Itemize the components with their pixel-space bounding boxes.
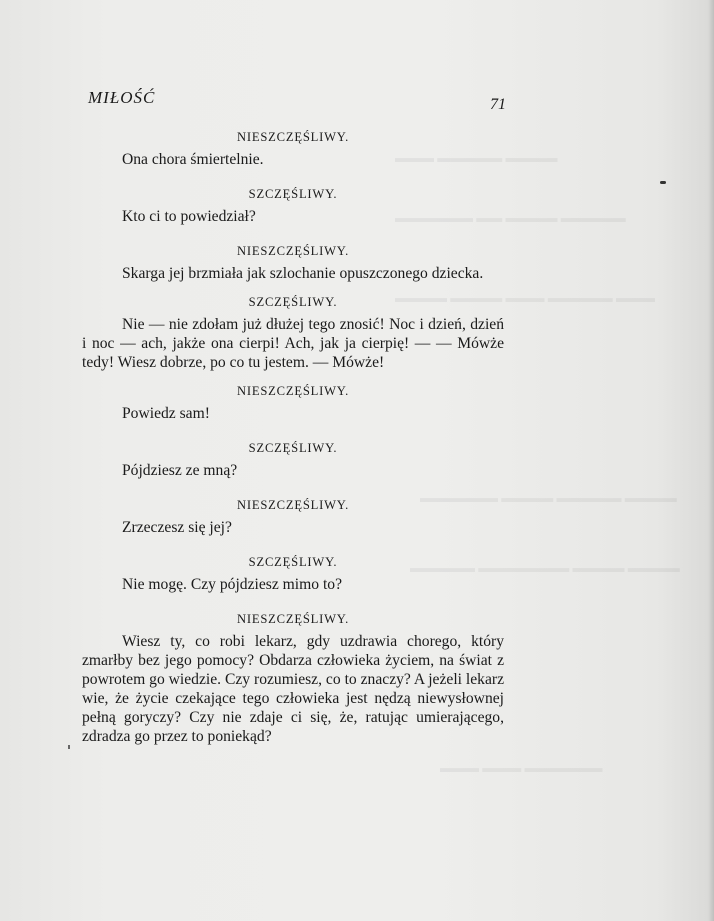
speaker-label: NIESZCZĘŚLIWY. (236, 612, 350, 626)
speaker-label: NIESZCZĘŚLIWY. (236, 130, 350, 144)
bleed-through-text: ▬▬▬ ▬▬▬▬▬ ▬▬▬▬ (395, 150, 558, 165)
page-edge-shadow (708, 0, 714, 921)
dialogue-line: Nie — nie zdołam już dłużej tego znosić! Noc i dzień, dzień i noc — ach, jakże ona cierpi! Ach, jak ja cierpię! — — Mówże tedy! Wiesz dobrze, po co tu jestem. — Mówże! (82, 316, 504, 371)
bleed-through-text: ▬▬▬▬▬ ▬▬▬▬▬▬▬ ▬▬▬▬ ▬▬▬▬ (410, 560, 680, 575)
dialogue-text (82, 124, 504, 752)
dialogue-line: Wiesz ty, co robi lekarz, gdy uzdrawia chorego, który zmarłby bez jego pomocy? Obdarza człowieka życiem, na świat z powrotem go wiedzie. Czy rozumiesz, co to znaczy? A jeżeli lekarz wie, że życie czekające tego człowieka jest nędzą niewysłownej pełną goryczy? Czy nie zdaje ci się, że, ratując umierającego, zdradza go przez to poniekąd? (82, 633, 504, 745)
dialogue-line: Nie mogę. Czy pójdziesz mimo to? (122, 576, 342, 593)
margin-mark (68, 745, 70, 749)
running-title: MIŁOŚĆ (88, 88, 156, 107)
page-number: 71 (490, 96, 506, 113)
speaker-label: SZCZĘŚLIWY. (248, 295, 338, 309)
dialogue-line: Pójdziesz ze mną? (122, 462, 238, 479)
speaker-label: NIESZCZĘŚLIWY. (236, 244, 350, 258)
dialogue-line: Skarga jej brzmiała jak szlochanie opuszczonego dziecka. (122, 265, 484, 282)
speaker-label: SZCZĘŚLIWY. (248, 555, 338, 569)
bleed-through-text: ▬▬▬▬▬▬ ▬▬▬▬ ▬▬▬▬▬ ▬▬▬▬ (420, 490, 677, 505)
speaker-label: SZCZĘŚLIWY. (248, 187, 338, 201)
dialogue-line: Powiedz sam! (122, 405, 210, 422)
bleed-through-text: ▬▬▬▬ ▬▬▬▬ ▬▬▬ ▬▬▬▬▬ ▬▬▬ (395, 290, 655, 305)
dialogue-line: Zrzeczesz się jej? (122, 519, 232, 536)
dialogue-line: Kto ci to powiedział? (122, 208, 256, 225)
speaker-label: NIESZCZĘŚLIWY. (236, 384, 350, 398)
bleed-through-text: ▬▬▬▬▬▬ ▬▬ ▬▬▬▬ ▬▬▬▬▬ (395, 210, 626, 225)
dialogue-line: Ona chora śmiertelnie. (122, 151, 264, 168)
ink-speck (660, 181, 666, 184)
speaker-label: SZCZĘŚLIWY. (248, 441, 338, 455)
speaker-label: NIESZCZĘŚLIWY. (236, 498, 350, 512)
bleed-through-text: ▬▬▬ ▬▬▬ ▬▬▬▬▬▬ (440, 760, 603, 775)
